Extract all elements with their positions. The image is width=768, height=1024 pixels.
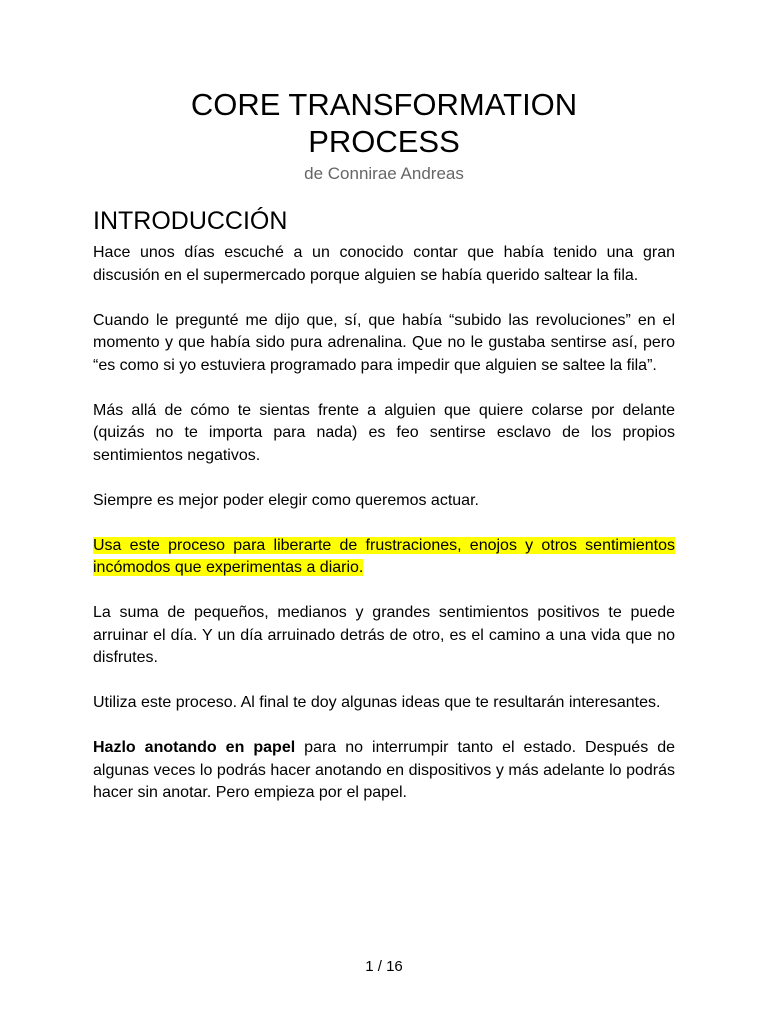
bold-lead-text: Hazlo anotando en papel bbox=[93, 739, 296, 756]
body-text bbox=[93, 242, 675, 827]
paragraph-1: Hace unos días escuché a un conocido contar que había tenido una gran discusión en el supermercado porque alguien se había querido saltear la fila. bbox=[93, 244, 675, 284]
title-line-1: CORE TRANSFORMATION bbox=[190, 87, 578, 122]
document-title bbox=[0, 86, 768, 160]
page-number: 1 / 16 bbox=[365, 958, 403, 975]
paragraph-5-highlighted bbox=[93, 535, 675, 580]
author-line: de Connirae Andreas bbox=[304, 164, 464, 183]
title-line-2: PROCESS bbox=[308, 124, 460, 159]
paragraph-6: La suma de pequeños, medianos y grandes sentimientos positivos te puede arruinar el día. Y un día arruinado detrás de otro, es el camino a una vida que no disfrutes. bbox=[93, 604, 675, 666]
paragraph-8-rest: para no interrumpir tanto el estado. Después de algunas veces lo podrás hacer anotando en dispositivos y más adelante lo podrás hacer sin anotar. Pero empieza por el papel. bbox=[93, 739, 676, 801]
paragraph-3: Más allá de cómo te sientas frente a alguien que quiere colarse por delante (quizás no te importa para nada) es feo sentirse esclavo de los propios sentimientos negativos. bbox=[93, 401, 675, 464]
paragraph-2: Cuando le pregunté me dijo que, sí, que había “subido las revoluciones” en el momento y que había sido pura adrenalina. Que no le gustaba sentirse así, pero “es como si yo estuviera programado para impedir que alguien se saltee la fila”. bbox=[93, 311, 675, 374]
paragraph-7: Utiliza este proceso. Al final te doy algunas ideas que te resultarán interesantes. bbox=[93, 694, 661, 711]
section-heading: INTRODUCCIÓN bbox=[93, 207, 288, 235]
paragraph-8 bbox=[93, 737, 675, 805]
highlighted-text: Usa este proceso para liberarte de frustraciones, enojos y otros sentimientos incómodos que experimentas a diario. bbox=[93, 536, 675, 576]
paragraph-4: Siempre es mejor poder elegir como queremos actuar. bbox=[93, 491, 479, 509]
